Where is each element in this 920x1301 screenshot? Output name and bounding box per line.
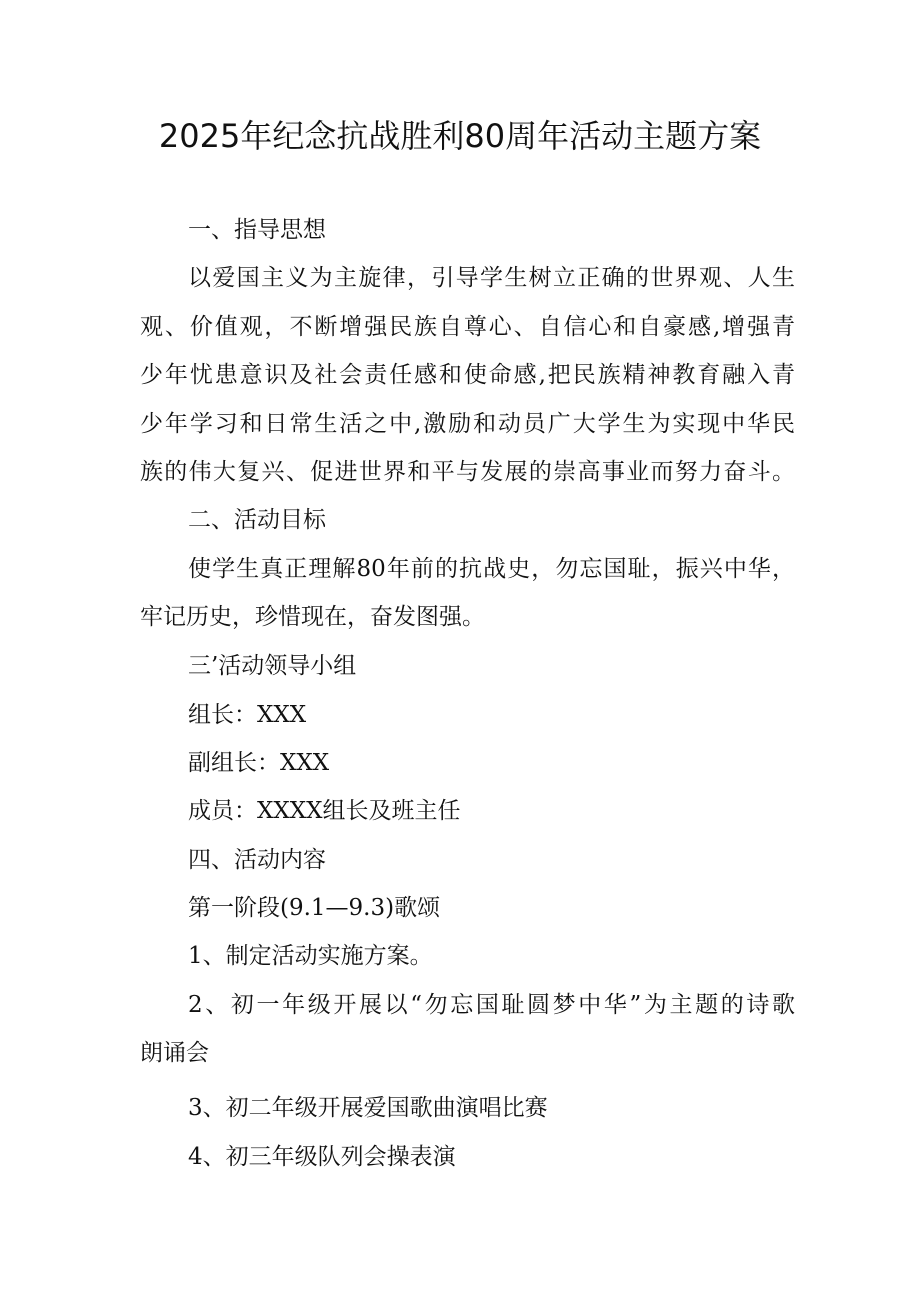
list-item: 1、制定活动实施方案。 [188,943,433,969]
group-leader: 组长：XXX [188,702,307,728]
paragraph-line: 使学生真正理解80年前的抗战史，勿忘国耻，振兴中华， [188,556,795,582]
document-title: 2025年纪念抗战胜利80周年活动主题方案 [158,117,762,155]
section-heading-activity-content: 四、活动内容 [188,847,326,873]
list-item: 3、初二年级开展爱国歌曲演唱比赛 [188,1095,548,1121]
deputy-group-leader: 副组长：XXX [188,750,330,776]
section-heading-leadership-group: 三’活动领导小组 [188,653,357,679]
list-item-continuation: 朗诵会 [140,1040,209,1066]
paragraph-line: 观、价值观，不断增强民族自尊心、自信心和自豪感,增强青 [140,314,795,340]
list-item: 4、初三年级队列会操表演 [188,1144,456,1170]
paragraph-line: 少年学习和日常生活之中,激励和动员广大学生为实现中华民 [140,411,795,437]
list-item: 2、初一年级开展以“勿忘国耻圆梦中华”为主题的诗歌 [188,992,795,1018]
phase-heading: 第一阶段(9.1—9.3)歌颂 [188,895,441,921]
paragraph-line: 族的伟大复兴、促进世界和平与发展的崇高事业而努力奋斗。 [140,459,795,485]
section-heading-guiding-thought: 一、指导思想 [188,217,326,243]
paragraph-line: 少年忧患意识及社会责任感和使命感,把民族精神教育融入青 [140,362,795,388]
section-heading-activity-goal: 二、活动目标 [188,507,326,533]
paragraph-line: 以爱国主义为主旋律，引导学生树立正确的世界观、人生 [188,265,795,291]
paragraph-line: 牢记历史，珍惜现在，奋发图强。 [140,604,485,630]
group-members: 成员：XXXX组长及班主任 [188,798,461,824]
